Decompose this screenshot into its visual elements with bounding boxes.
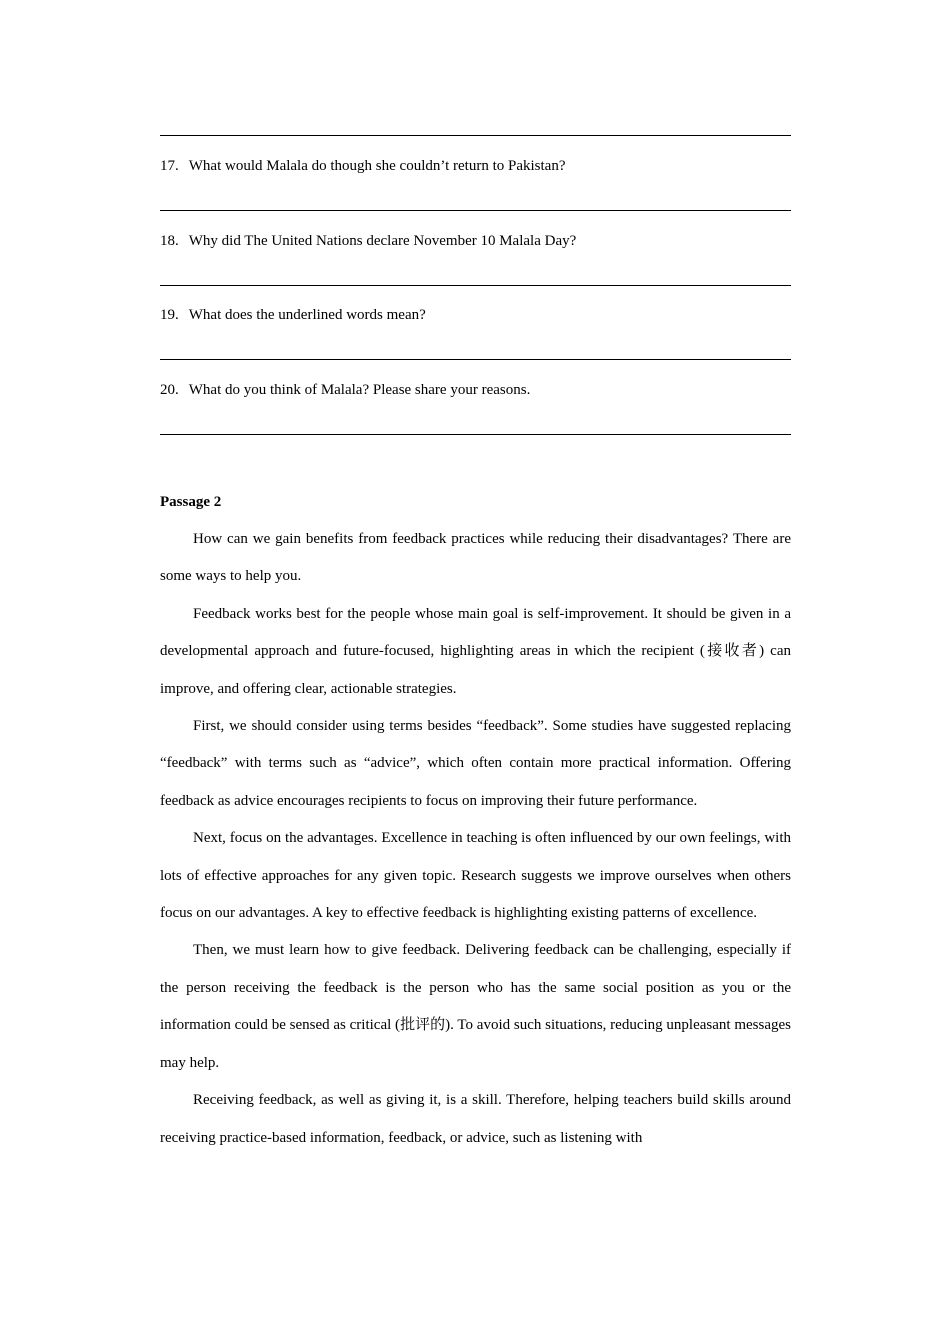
passage-title: Passage 2 (160, 494, 222, 510)
answer-line (160, 285, 791, 286)
question-19 (160, 305, 426, 325)
question-18 (160, 231, 576, 251)
answer-line (160, 434, 791, 435)
question-number: 18. (160, 233, 179, 249)
question-text: What do you think of Malala? Please share your reasons. (188, 382, 531, 398)
paragraph: Receiving feedback, as well as giving it, is a skill. Therefore, helping teachers build skills around receiving practice-based information, feedback, or advice, such as listening with (160, 1092, 791, 1146)
paragraph: Then, we must learn how to give feedback. Delivering feedback can be challenging, especially if the person receiving the feedback is the person who has the same social position as you or the information could be sensed as critical (批评的). To avoid such situations, reducing unpleasant messages may help. (160, 942, 791, 1071)
question-number: 19. (160, 307, 179, 323)
paragraph: First, we should consider using terms besides “feedback”. Some studies have suggested replacing “feedback” with terms such as “advice”, which often contain more practical information. Offering feedback as advice encourages recipients to focus on improving their future performance. (160, 718, 791, 809)
question-text: What does the underlined words mean? (188, 307, 426, 323)
answer-line (160, 210, 791, 211)
paragraph: Feedback works best for the people whose main goal is self-improvement. It should be given in a developmental approach and future-focused, highlighting areas in which the recipient (接收者) can improve, and offering clear, actionable strategies. (160, 605, 791, 697)
paragraph: Next, focus on the advantages. Excellence in teaching is often influenced by our own feelings, with lots of effective approaches for any given topic. Research suggests we improve ourselves when others focus on our advantages. A key to effective feedback is highlighting existing patterns of excellence. (160, 830, 791, 922)
question-number: 20. (160, 382, 179, 398)
answer-line (160, 359, 791, 360)
answer-line (160, 135, 791, 136)
question-number: 17. (160, 158, 179, 174)
paragraph: How can we gain benefits from feedback practices while reducing their disadvantages? There are some ways to help you. (160, 531, 791, 585)
passage-body (160, 521, 791, 1157)
question-text: Why did The United Nations declare November 10 Malala Day? (188, 233, 577, 249)
question-text: What would Malala do though she couldn’t return to Pakistan? (188, 158, 566, 174)
question-17 (160, 156, 565, 176)
question-20 (160, 380, 530, 400)
